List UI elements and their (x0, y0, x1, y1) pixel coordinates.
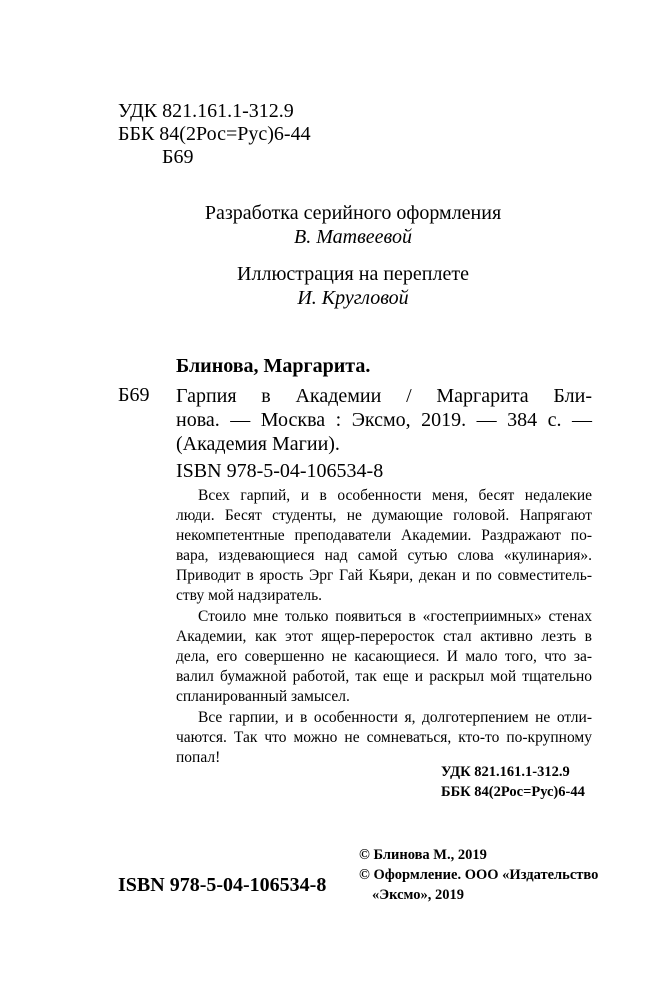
record-description-line: нова. — Москва : Эксмо, 2019. — 384 с. — (176, 409, 592, 431)
annotation-line: Все гарпии, и в особенности я, долготерпением не отли- (198, 709, 592, 726)
record-description-line: (Академия Магии). (176, 433, 340, 455)
annotation-line: вара, издевающиеся над самой сутью слова «кулинария». (176, 547, 592, 564)
bbk-code: ББК 84(2Рос=Рус)6-44 (118, 123, 311, 145)
annotation-line: чаются. Так что можно не сомневаться, кто-то по-крупному (176, 729, 592, 746)
record-description-line: Гарпия в Академии / Маргарита Бли- (176, 385, 592, 407)
annotation-paragraph-2 (176, 607, 592, 707)
annotation-line: люди. Бесят студенты, не думающие головой. Напрягают (176, 507, 592, 524)
annotation-line: ству мой надзиратель. (176, 587, 323, 604)
record-description (176, 384, 592, 456)
annotation-line: Академии, как этот ящер-переросток стал активно лезть в (176, 628, 592, 645)
annotation-paragraph-1 (176, 486, 592, 606)
illustration-label: Иллюстрация на переплете (237, 263, 469, 285)
annotation-line: некомпетентные преподаватели Академии. Раздражают по- (176, 527, 592, 544)
annotation-line: Приводит в ярость Эрг Гай Кьяри, декан и по совместитель- (176, 567, 592, 584)
bottom-udk-code: УДК 821.161.1-312.9 (441, 764, 570, 780)
annotation-line: дела, его совершенно не касающиеся. И мало того, что за- (176, 648, 592, 665)
record-code: Б69 (118, 384, 150, 406)
bottom-bbk-code: ББК 84(2Рос=Рус)6-44 (441, 784, 585, 800)
series-design-label: Разработка серийного оформления (204, 202, 502, 224)
copyright-author: © Блинова М., 2019 (359, 847, 487, 863)
annotation-line: Всех гарпий, и в особенности меня, бесят недалекие (198, 487, 592, 504)
copyright-design-line2: «Эксмо», 2019 (372, 887, 464, 903)
annotation-line: попал! (176, 749, 221, 766)
series-design-name: В. Матвеевой (294, 226, 412, 248)
footer-isbn: ISBN 978-5-04-106534-8 (118, 874, 327, 896)
illustration-name: И. Кругловой (297, 287, 409, 309)
author-mark: Б69 (162, 146, 194, 168)
annotation-paragraph-3 (176, 708, 592, 768)
annotation-line: валил бумажной работой, так еще и раскрыл мой тщательно (176, 668, 592, 685)
copyright-design-line1: © Оформление. ООО «Издательство (359, 867, 599, 883)
annotation-line: спланированный замысел. (176, 688, 350, 705)
annotation-line: Стоило мне только появиться в «гостеприимных» стенах (198, 608, 592, 625)
author-heading: Блинова, Маргарита. (176, 355, 371, 377)
record-isbn: ISBN 978-5-04-106534-8 (176, 460, 384, 482)
udk-code: УДК 821.161.1-312.9 (118, 100, 294, 122)
